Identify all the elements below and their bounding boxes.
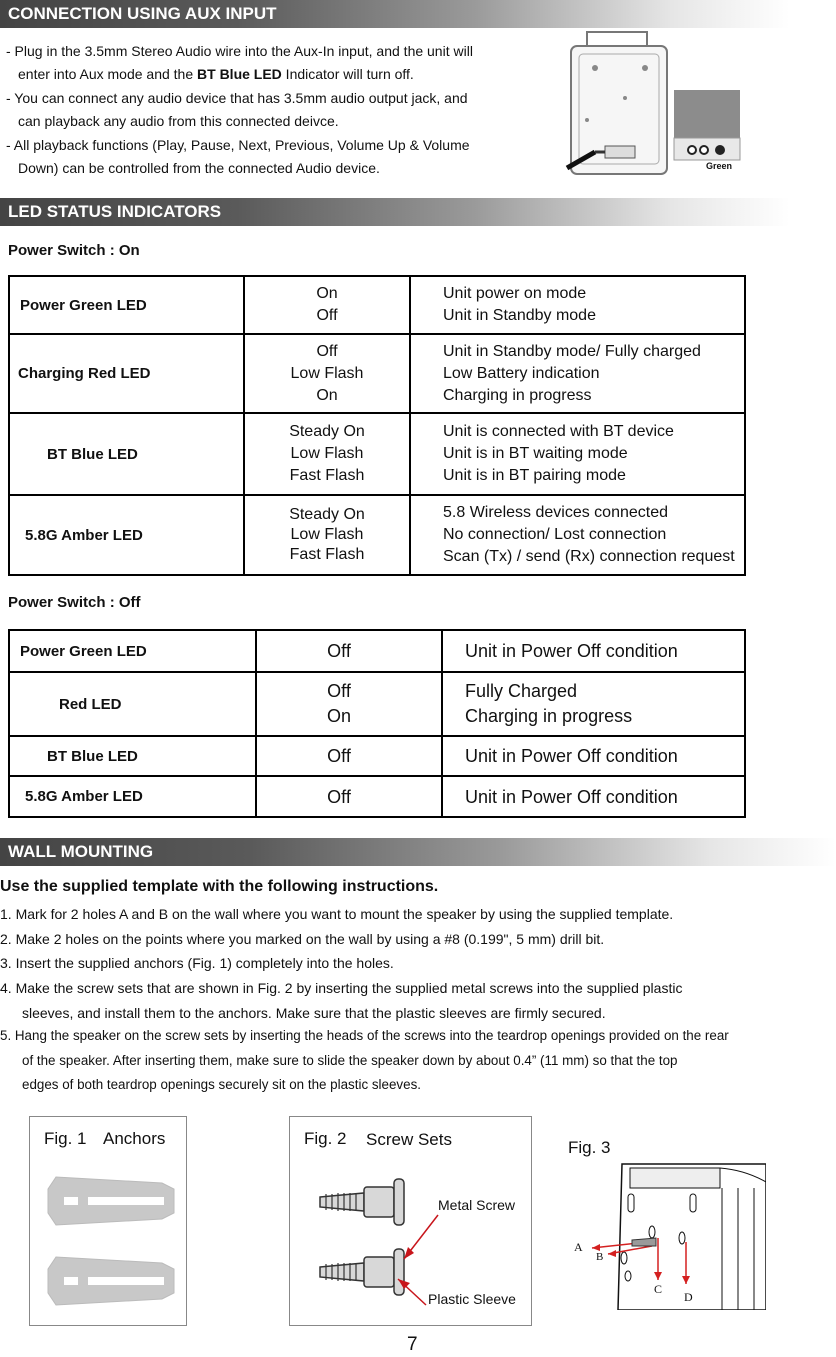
led-desc: No connection/ Lost connection	[443, 526, 667, 543]
fig3-label-b: B	[596, 1251, 604, 1263]
led-desc: Unit in Power Off condition	[465, 746, 678, 766]
led-name: 5.8G Amber LED	[9, 776, 256, 817]
led-desc: Unit is connected with BT device	[443, 423, 674, 440]
step-line: of the speaker. After inserting them, make sure to slide the speaker down by about 0.4” (11 mm) so that the top	[22, 1052, 678, 1068]
led-states	[256, 736, 442, 776]
wall-step-2	[0, 927, 830, 952]
aux-bullet-1-text-end: Indicator will turn off.	[281, 66, 414, 82]
led-name: Charging Red LED	[9, 334, 244, 413]
wall-mounting-intro: Use the supplied template with the following instructions.	[0, 878, 439, 895]
table-row	[9, 776, 745, 817]
fig3-label-d: D	[684, 1290, 693, 1304]
speaker-mounting-diagram	[570, 1158, 766, 1310]
led-descriptions	[410, 334, 745, 413]
led-name: BT Blue LED	[9, 736, 256, 776]
aux-bullet-1-line1: - Plug in the 3.5mm Stereo Audio wire into the Aux-In input, and the unit will	[6, 43, 473, 59]
aux-bullet-3-line2: Down) can be controlled from the connected Audio device.	[18, 160, 380, 176]
led-desc: Charging in progress	[465, 706, 633, 726]
aux-bullet-2-line2: can playback any audio from this connected deivce.	[18, 113, 339, 129]
aux-bullet-2	[6, 87, 551, 133]
led-name: BT Blue LED	[9, 413, 244, 495]
power-switch-off-title: Power Switch : Off	[8, 594, 141, 611]
led-state: Off	[327, 746, 351, 766]
plastic-sleeve-label: Plastic Sleeve	[428, 1291, 516, 1307]
led-state: Steady On	[289, 506, 365, 523]
led-state: Off	[327, 786, 351, 807]
wall-step-3	[0, 951, 830, 976]
led-name: 5.8G Amber LED	[9, 495, 244, 575]
table-row	[9, 736, 745, 776]
power-on-led-table	[8, 275, 746, 576]
step-line: 5. Hang the speaker on the screw sets by inserting the heads of the screws into the teardrop openings provided on the rear	[0, 1028, 729, 1043]
led-descriptions	[410, 495, 745, 575]
led-name: Red LED	[9, 672, 256, 736]
power-off-led-table	[8, 629, 746, 818]
led-desc: Unit is in BT waiting mode	[443, 445, 628, 462]
bt-blue-led-emphasis: BT Blue LED	[197, 66, 282, 82]
led-descriptions	[442, 776, 745, 817]
led-state: On	[326, 706, 351, 726]
metal-screw-label: Metal Screw	[438, 1197, 516, 1213]
led-state: Low Flash	[290, 445, 364, 462]
led-state: Steady On	[289, 423, 365, 440]
fig3-label-c: C	[654, 1282, 663, 1296]
speaker-rear-aux-image	[565, 28, 675, 178]
table-row	[9, 413, 745, 495]
step-line: 3. Insert the supplied anchors (Fig. 1) completely into the holes.	[0, 955, 394, 971]
led-state: Fast Flash	[289, 467, 365, 484]
led-states	[244, 495, 410, 575]
step-line: 4. Make the screw sets that are shown in Fig. 2 by inserting the supplied metal screws into the supplied plastic	[0, 980, 683, 996]
led-desc: Unit in Power Off condition	[465, 786, 678, 807]
fig2-number: Fig. 2	[304, 1129, 347, 1148]
fig1-title: Anchors	[103, 1129, 166, 1148]
led-desc: Charging in progress	[443, 386, 592, 404]
power-switch-on-title: Power Switch : On	[8, 242, 140, 259]
led-desc: Unit is in BT pairing mode	[443, 467, 626, 484]
aux-bullet-1	[6, 40, 551, 86]
led-state: On	[316, 285, 338, 302]
led-descriptions	[442, 630, 745, 672]
step-line: edges of both teardrop openings securely sit on the plastic sleeves.	[22, 1077, 421, 1092]
anchor-icon	[44, 1169, 184, 1314]
led-state: On	[316, 386, 338, 404]
fig1-number: Fig. 1	[44, 1129, 87, 1148]
led-desc: Fully Charged	[465, 681, 578, 701]
led-descriptions	[410, 413, 745, 495]
aux-section-heading: CONNECTION USING AUX INPUT	[0, 0, 790, 28]
led-state: Low Flash	[290, 526, 364, 543]
led-states	[256, 630, 442, 672]
led-state: Off	[327, 641, 351, 661]
table-row	[9, 334, 745, 413]
aux-bullet-2-line1: - You can connect any audio device that has 3.5mm audio output jack, and	[6, 90, 468, 106]
led-states	[244, 334, 410, 413]
wall-step-4	[0, 976, 830, 1025]
wall-mounting-heading: WALL MOUNTING	[0, 838, 836, 866]
led-state: Fast Flash	[289, 546, 365, 563]
aux-bullet-3-line1: - All playback functions (Play, Pause, Next, Previous, Volume Up & Volume	[6, 137, 470, 153]
led-states	[256, 776, 442, 817]
led-descriptions	[442, 736, 745, 776]
fig2-title: Screw Sets	[366, 1130, 452, 1149]
step-line: 2. Make 2 holes on the points where you marked on the wall by using a #8 (0.199", 5 mm) drill bit.	[0, 931, 605, 947]
aux-bullet-1-text: enter into Aux mode and the	[18, 66, 198, 82]
step-line: sleeves, and install them to the anchors. Make sure that the plastic sleeves are firmly secured.	[22, 1004, 606, 1021]
led-states	[244, 276, 410, 334]
led-descriptions	[410, 276, 745, 334]
led-state: Low Flash	[290, 364, 364, 382]
led-state: Off	[327, 681, 351, 701]
led-name: Power Green LED	[9, 630, 256, 672]
led-desc: Unit in Standby mode/ Fully charged	[443, 342, 701, 360]
led-state: Off	[316, 307, 338, 324]
wall-step-5	[0, 1024, 830, 1098]
table-row	[9, 672, 745, 736]
led-states	[244, 413, 410, 495]
fig1-anchors	[29, 1116, 187, 1326]
led-state: Off	[316, 342, 338, 360]
step-line: 1. Mark for 2 holes A and B on the wall where you want to mount the speaker by using the supplied template.	[0, 906, 674, 922]
led-desc: 5.8 Wireless devices connected	[443, 504, 668, 521]
led-desc: Unit power on mode	[443, 285, 587, 302]
led-descriptions	[442, 672, 745, 736]
table-row	[9, 630, 745, 672]
led-desc: Low Battery indication	[443, 364, 600, 382]
fig2-screw-sets	[289, 1116, 532, 1326]
table-row	[9, 276, 745, 334]
aux-bullet-1-line2	[6, 63, 551, 86]
led-desc: Scan (Tx) / send (Rx) connection request	[443, 548, 735, 565]
green-jack-label: Green	[706, 161, 733, 171]
fig3-number: Fig. 3	[568, 1138, 611, 1157]
led-name: Power Green LED	[9, 276, 244, 334]
page-number: 7	[407, 1334, 418, 1355]
led-section-heading: LED STATUS INDICATORS	[0, 198, 790, 226]
wall-step-1	[0, 902, 830, 927]
table-row	[9, 495, 745, 575]
led-desc: Unit in Standby mode	[443, 307, 596, 324]
fig3-label-a: A	[574, 1240, 583, 1254]
led-desc: Unit in Power Off condition	[465, 641, 678, 661]
aux-bullet-3	[6, 134, 551, 180]
led-states	[256, 672, 442, 736]
